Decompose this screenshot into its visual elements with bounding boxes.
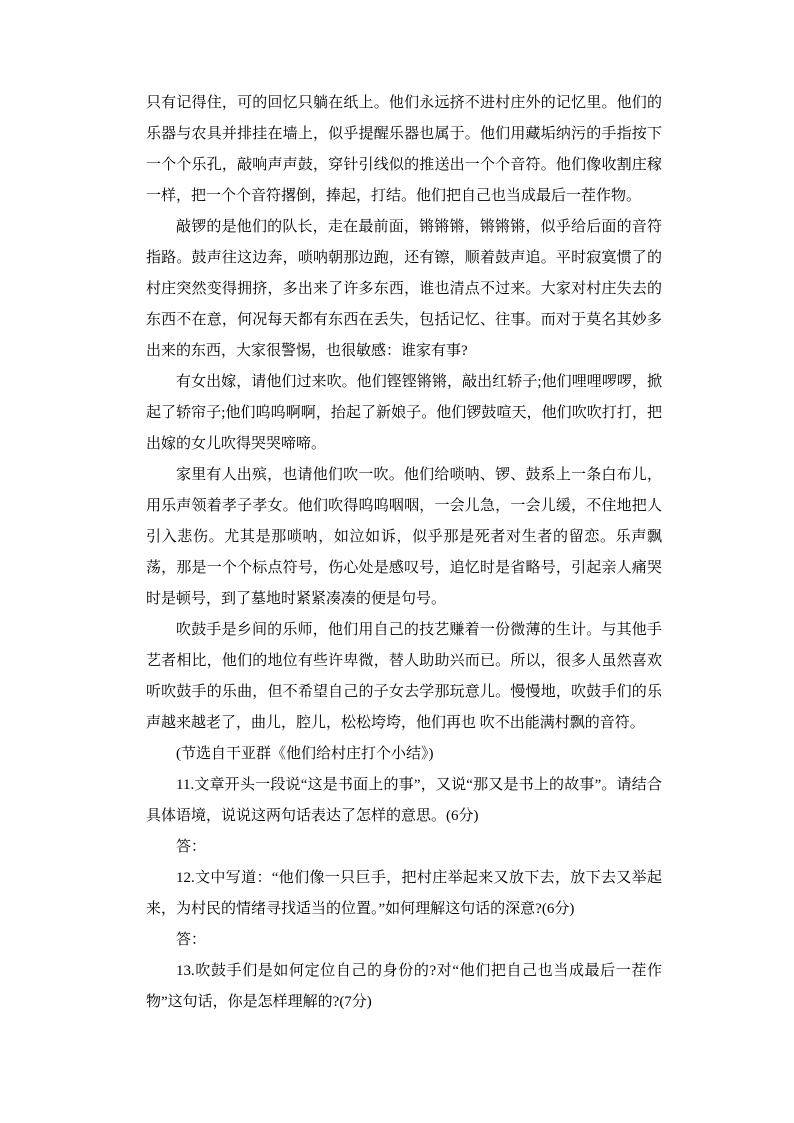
body-paragraph-5: 吹鼓手是乡间的乐师，他们用自己的技艺赚着一份微薄的生计。与其他手艺者相比，他们的地位有些许卑微，替人助助兴而已。所以，很多人虽然喜欢听吹鼓手的乐曲，但不希望自己的子女去学那玩意儿。慢慢地，吹鼓手们的乐声越来越老了，曲儿，腔儿，松松垮垮，他们再也 吹不出能满村飘的音符。 [146, 622, 662, 731]
body-paragraph-1: 只有记得住，可的回忆只躺在纸上。他们永远挤不进村庄外的记忆里。他们的乐器与农具并排挂在墙上，似乎提醒乐器也属于。他们用藏垢纳污的手指按下一个个乐孔，敲响声声鼓，穿针引线似的推送出一个个音符。他们像收割庄稼一样，把一个个音符撂倒，捧起，打结。他们把自己也当成最后一茬作物。 [146, 95, 662, 204]
source-citation: (节选自干亚群《他们给村庄打个小结》) [176, 746, 434, 762]
body-paragraph-4: 家里有人出殡，也请他们吹一吹。他们给唢呐、锣、鼓系上一条白布儿，用乐声领着孝子孝女。他们吹得呜呜咽咽，一会儿急，一会儿缓，不住地把人引入悲伤。尤其是那唢呐，如泣如诉，似乎那是死者对生者的留恋。乐声飘荡，那是一个个标点符号，伤心处是感叹号，追忆时是省略号，引起亲人痛哭时是顿号，到了墓地时紧紧凑凑的便是句号。 [146, 467, 662, 607]
body-paragraph-2: 敲锣的是他们的队长，走在最前面，锵锵锵，锵锵锵，似乎给后面的音符指路。鼓声往这边奔，唢呐朝那边跑，还有镲，顺着鼓声追。平时寂寞惯了的村庄突然变得拥挤，多出来了许多东西，谁也清点不过来。大家对村庄失去的东西不在意，何况每天都有东西在丢失，包括记忆、往事。而对于莫名其妙多出来的东西，大家很警惕，也很敏感：谁家有事? [146, 219, 662, 359]
answer-label-12: 答： [176, 932, 207, 948]
question-11: 11.文章开头一段说“这是书面上的事”，又说“那又是书上的故事”。请结合具体语境，说说这两句话表达了怎样的意思。(6分) [146, 777, 662, 824]
body-paragraph-3: 有女出嫁，请他们过来吹。他们铿铿锵锵，敲出红轿子;他们哩哩啰啰，掀起了轿帘子;他们呜呜啊啊，抬起了新娘子。他们锣鼓喧天，他们吹吹打打，把出嫁的女儿吹得哭哭啼啼。 [146, 374, 662, 452]
answer-label-11: 答： [176, 839, 207, 855]
question-13: 13.吹鼓手们是如何定位自己的身份的?对“他们把自己也当成最后一茬作物”这句话，你是怎样理解的?(7分) [146, 963, 662, 1010]
question-12: 12.文中写道：“他们像一只巨手，把村庄举起来又放下去，放下去又举起来，为村民的情绪寻找适当的位置。”如何理解这句话的深意?(6分) [146, 870, 662, 917]
